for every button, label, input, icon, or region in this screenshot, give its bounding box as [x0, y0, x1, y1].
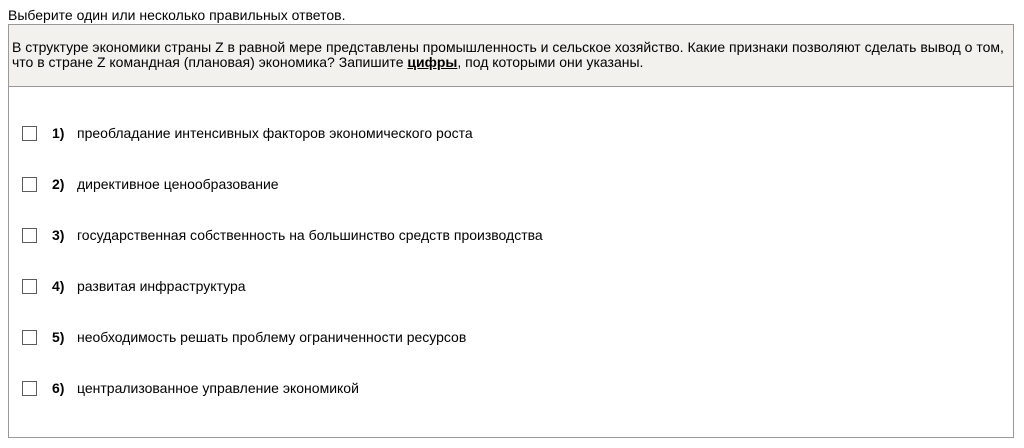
- option-3[interactable]: [22, 225, 543, 245]
- question-text-before: В структуре экономики страны Z в равной мере представлены промышленность и сельское хозяйство. Какие признаки позволяют сделать вывод о том, что в стране Z командная (плановая) экономика? Запишите: [12, 39, 1004, 70]
- option-1-number: 1): [52, 125, 65, 141]
- option-5-label: необходимость решать проблему ограниченности ресурсов: [77, 329, 467, 345]
- option-5[interactable]: [22, 327, 466, 347]
- option-1[interactable]: [22, 123, 473, 143]
- option-4[interactable]: [22, 276, 246, 296]
- question-emphasis: цифры: [407, 54, 458, 70]
- option-3-checkbox[interactable]: [22, 228, 37, 243]
- option-3-label: государственная собственность на большинство средств производства: [77, 227, 543, 243]
- option-5-checkbox[interactable]: [22, 330, 37, 345]
- option-6[interactable]: [22, 378, 359, 398]
- option-2-checkbox[interactable]: [22, 177, 37, 192]
- instruction-text: Выберите один или несколько правильных ответов.: [8, 7, 346, 23]
- question-box: [8, 24, 1014, 438]
- option-6-label: централизованное управление экономикой: [77, 380, 359, 396]
- option-2-number: 2): [52, 176, 65, 192]
- option-6-checkbox[interactable]: [22, 381, 37, 396]
- option-4-number: 4): [52, 278, 65, 294]
- option-2[interactable]: [22, 174, 279, 194]
- option-6-number: 6): [52, 380, 65, 396]
- option-5-number: 5): [52, 329, 65, 345]
- question-text-after: , под которыми они указаны.: [457, 54, 644, 70]
- option-1-checkbox[interactable]: [22, 126, 37, 141]
- question-text: [9, 25, 1013, 87]
- option-1-label: преобладание интенсивных факторов экономического роста: [77, 125, 473, 141]
- option-3-number: 3): [52, 227, 65, 243]
- option-4-checkbox[interactable]: [22, 279, 37, 294]
- option-2-label: директивное ценообразование: [77, 176, 279, 192]
- option-4-label: развитая инфраструктура: [77, 278, 246, 294]
